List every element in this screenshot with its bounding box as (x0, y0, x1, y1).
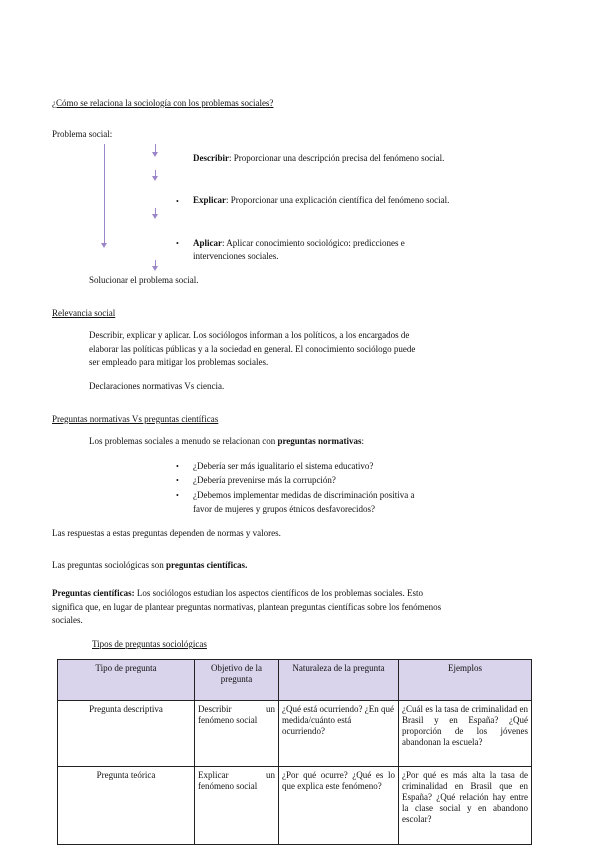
preguntas-table (57, 659, 532, 845)
paragraph-line: ser empleado para mitigar los problemas sociales. (89, 357, 269, 367)
step-term: Aplicar (193, 238, 222, 248)
respuestas-text: Las respuestas a estas preguntas dependen de normas y valores. (52, 528, 281, 538)
cell-tipo: Pregunta teórica (58, 767, 195, 845)
step-term: Explicar (193, 195, 226, 205)
header-tipo: Tipo de pregunta (58, 660, 195, 701)
step-aplicar (193, 237, 405, 263)
paragraph-line: Los sociólogos estudian los aspectos científicos de los problemas sociales. Esto (134, 588, 424, 598)
solucionar-text: Solucionar el problema social. (89, 275, 199, 285)
paragraph-line: sociales. (52, 615, 83, 625)
arrow-down-icon (152, 176, 158, 181)
intro-text: Los problemas sociales a menudo se relacionan con (89, 436, 278, 446)
table-title: Tipos de preguntas sociológicas (92, 639, 207, 649)
section-heading-relacion: ¿Cómo se relaciona la sociología con los problemas sociales? (52, 98, 274, 108)
main-arrow-line (104, 144, 105, 244)
arrow-down-icon (152, 266, 158, 271)
header-naturaleza: Naturaleza de la pregunta (279, 660, 399, 701)
arrow-down-icon (152, 152, 158, 157)
cientificas-bold: Preguntas científicas: (52, 588, 135, 598)
normative-question: ¿Debería ser más igualitario el sistema educativo? (193, 461, 374, 471)
cell-ejemplos: ¿Por qué es más alta la tasa de criminalidad en Brasil que en España? ¿Qué relación hay entre la clase social y en abandono escolar? (399, 767, 532, 845)
table-row (58, 701, 532, 767)
paragraph-line: Describir, explicar y aplicar. Los sociólogos informan a los políticos, a los encargados de (89, 330, 410, 340)
bullet-icon: • (176, 476, 179, 485)
normative-question-continued: favor de mujeres y grupos étnicos desfavorecidos? (193, 504, 375, 514)
table-row (58, 767, 532, 845)
table-header-row (58, 660, 532, 701)
cell-objetivo: Describir un fenómeno social (195, 701, 279, 767)
intro-bold: preguntas normativas (277, 436, 362, 446)
cell-naturaleza: ¿Qué está ocurriendo? ¿En qué medida/cuánto está ocurriendo? (279, 701, 399, 767)
bullet-icon: • (176, 462, 179, 471)
step-text: : Proporcionar una explicación científica del fenómeno social. (226, 195, 450, 205)
step-text: : Proporcionar una descripción precisa del fenómeno social. (229, 153, 445, 163)
cell-tipo: Pregunta descriptiva (58, 701, 195, 767)
problema-social-label: Problema social: (52, 129, 113, 139)
declaraciones-text: Declaraciones normativas Vs ciencia. (89, 381, 225, 391)
intro-colon: : (361, 436, 365, 446)
preguntas-intro (89, 436, 364, 446)
step-text-continued: intervenciones sociales. (193, 251, 279, 261)
preguntas-heading: Preguntas normativas Vs preguntas científicas (52, 414, 219, 424)
arrow-down-icon (152, 214, 158, 219)
relevancia-paragraph (89, 329, 469, 370)
sociologicas-pre: Las preguntas sociológicas son (52, 560, 166, 570)
normative-question: ¿Debería prevenirse más la corrupción? (193, 475, 336, 485)
step-explicar (193, 195, 449, 205)
step-term: Describir (193, 153, 229, 163)
bullet-icon: • (176, 491, 179, 500)
sociologicas-text (52, 560, 247, 570)
sociologicas-bold: preguntas científicas. (165, 560, 248, 570)
cientificas-paragraph (52, 587, 550, 628)
normative-question: ¿Debemos implementar medidas de discriminación positiva a (193, 490, 415, 500)
step-describir (193, 153, 444, 163)
bullet-icon: • (176, 197, 179, 206)
cell-naturaleza: ¿Por qué ocurre? ¿Qué es lo que explica este fenómeno? (279, 767, 399, 845)
main-arrow-head-icon (101, 243, 107, 248)
relevancia-heading: Relevancia social (52, 308, 116, 318)
cell-ejemplos: ¿Cuál es la tasa de criminalidad en Brasil y en España? ¿Qué proporción de los jóvenes abandonan la escuela? (399, 701, 532, 767)
cell-objetivo: Explicar un fenómeno social (195, 767, 279, 845)
paragraph-line: elaborar las políticas públicas y a la sociedad en general. El conocimiento sociólogo puede (89, 343, 416, 354)
header-ejemplos: Ejemplos (399, 660, 532, 701)
paragraph-line: significa que, en lugar de plantear preguntas normativas, plantean preguntas científicas sobre los fenómenos (52, 601, 442, 612)
bullet-icon: • (176, 239, 179, 248)
header-objetivo: Objetivo de la pregunta (195, 660, 279, 701)
step-text: : Aplicar conocimiento sociológico: predicciones e (222, 238, 405, 248)
